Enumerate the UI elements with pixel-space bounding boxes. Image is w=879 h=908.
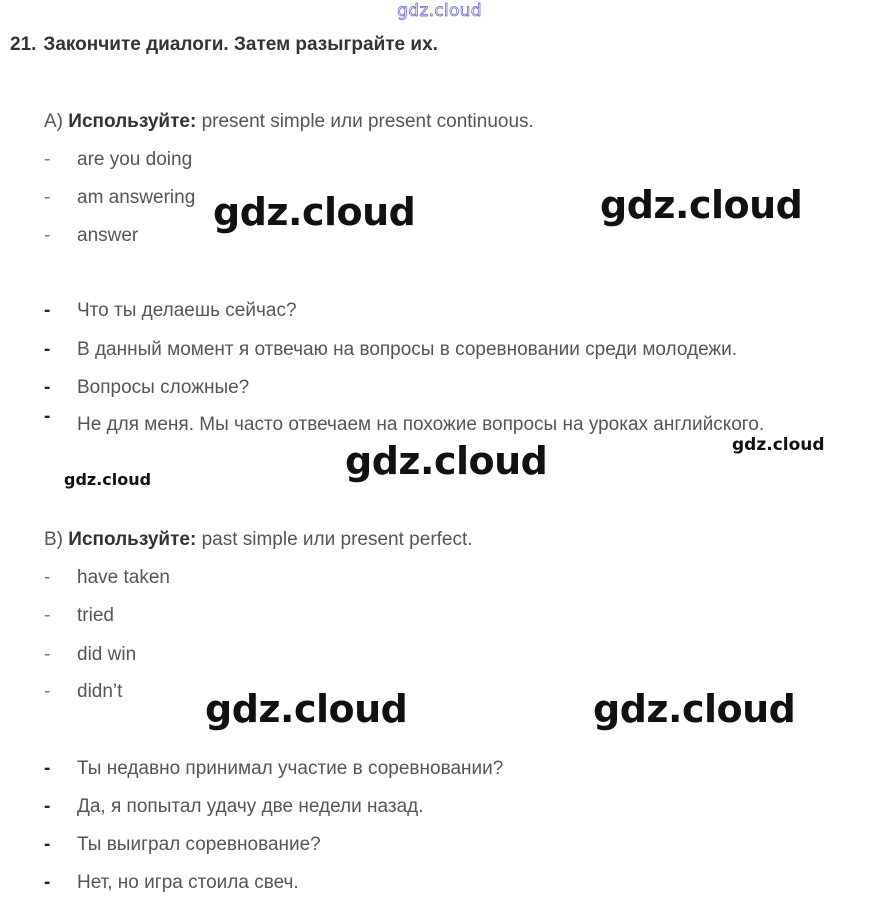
section-b-use-label: Используйте: — [68, 529, 197, 550]
dash: - — [44, 567, 51, 588]
section-a-prefix: A) — [44, 111, 63, 132]
dialogue-text: Вопросы сложные? — [77, 377, 250, 398]
dash: - — [44, 406, 51, 427]
dialogue-line — [44, 872, 299, 894]
dialogue-line — [44, 377, 249, 399]
section-b-instruction — [44, 529, 473, 551]
exercise-title — [10, 34, 438, 56]
dialogue-text: Ты выиграл соревнование? — [77, 834, 321, 855]
option-text: am answering — [77, 187, 196, 208]
dash: - — [44, 796, 51, 817]
section-b-prefix: B) — [44, 529, 63, 550]
dash: - — [44, 605, 51, 626]
option-item — [44, 149, 192, 171]
dialogue-line — [44, 339, 737, 361]
dialogue-text: Что ты делаешь сейчас? — [77, 300, 297, 321]
dialogue-text: Ты недавно принимал участие в соревновании? — [77, 758, 504, 779]
dialogue-line — [44, 834, 321, 856]
dash: - — [44, 339, 51, 360]
dialogue-text: Не для меня. Мы часто отвечаем на похожие вопросы на уроках английского. — [77, 414, 765, 435]
section-b-use-text: past simple или present perfect. — [201, 529, 473, 550]
watermark: gdz.cloud — [600, 183, 803, 227]
watermark-small: gdz.cloud — [64, 470, 152, 489]
exercise-heading: Закончите диалоги. Затем разыграйте их. — [43, 34, 438, 55]
dash: - — [44, 834, 51, 855]
exercise-number: 21. — [10, 34, 37, 55]
dash: - — [44, 681, 51, 702]
option-item — [44, 644, 136, 666]
dash: - — [44, 644, 51, 665]
dialogue-line — [44, 300, 297, 322]
dialogue-text: В данный момент я отвечаю на вопросы в соревновании среди молодежи. — [77, 339, 738, 360]
option-text: tried — [77, 605, 114, 626]
dialogue-text: Нет, но игра стоила свеч. — [77, 872, 299, 893]
watermark-small: gdz.cloud — [732, 435, 825, 455]
watermark: gdz.cloud — [205, 687, 408, 731]
watermark: gdz.cloud — [213, 190, 416, 234]
option-text: answer — [77, 225, 139, 246]
option-item — [44, 681, 122, 703]
section-a-use-text: present simple или present continuous. — [201, 111, 534, 132]
watermark: gdz.cloud — [593, 687, 796, 731]
dialogue-line — [44, 796, 424, 818]
dash: - — [44, 149, 51, 170]
dash: - — [44, 300, 51, 321]
dash: - — [44, 187, 51, 208]
option-item — [44, 567, 170, 589]
option-text: have taken — [77, 567, 170, 588]
dialogue-line — [44, 758, 503, 780]
dash: - — [44, 758, 51, 779]
dash: - — [44, 377, 51, 398]
option-text: didn’t — [77, 681, 123, 702]
section-a-instruction — [44, 111, 534, 133]
option-text: are you doing — [77, 149, 193, 170]
watermark: gdz.cloud — [345, 439, 548, 483]
option-item — [44, 187, 195, 209]
dialogue-text: Да, я попытал удачу две недели назад. — [77, 796, 424, 817]
section-a-use-label: Используйте: — [68, 111, 197, 132]
option-item — [44, 225, 138, 247]
dash: - — [44, 225, 51, 246]
watermark-top: gdz.cloud — [397, 1, 482, 21]
dash: - — [44, 872, 51, 893]
option-item — [44, 605, 114, 627]
option-text: did win — [77, 644, 137, 665]
